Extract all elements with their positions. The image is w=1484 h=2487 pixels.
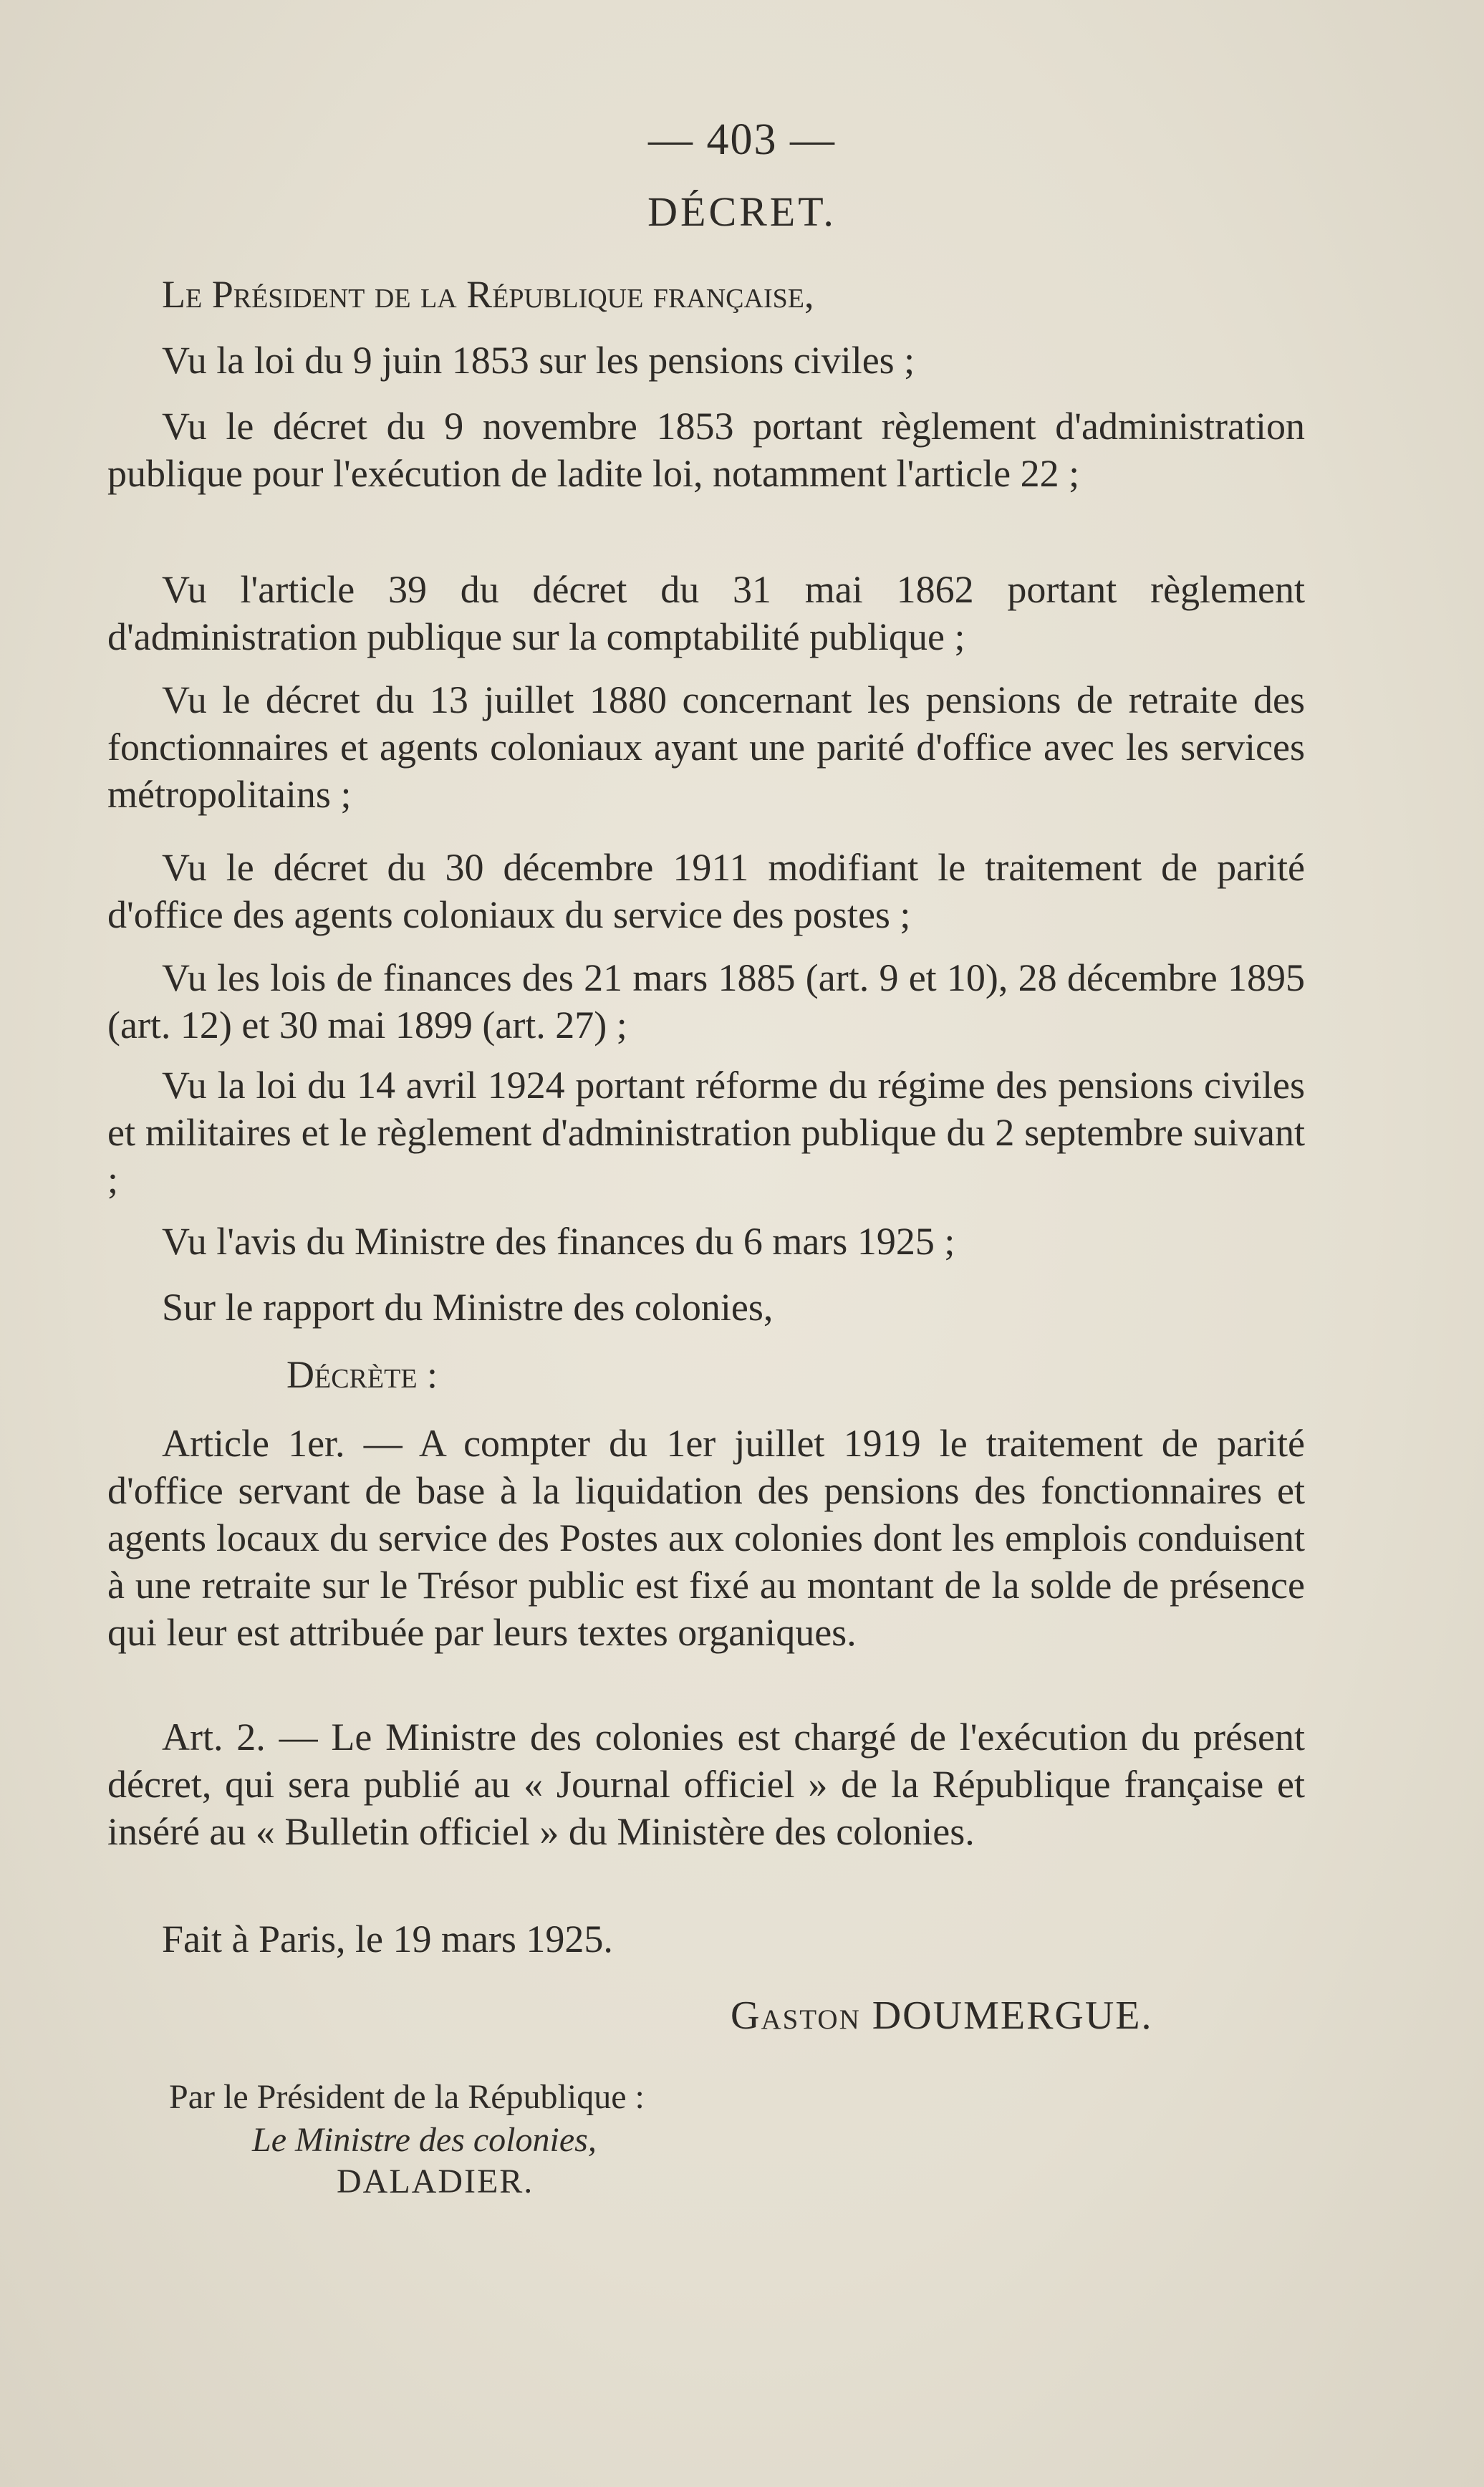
visa-text: Vu la loi du 14 avril 1924 portant réforme du régime des pensions civiles et militaires et le règlement d'administration publique du 2 septembre suivant ; (107, 1064, 1305, 1201)
preamble-text: Le Président de la République française, (162, 273, 814, 316)
visa-text: Vu les lois de finances des 21 mars 1885 (art. 9 et 10), 28 décembre 1895 (art. 12) et 30 mai 1899 (art. 27) ; (107, 956, 1305, 1047)
done-at (107, 1915, 1305, 1963)
visa-text: Vu le décret du 9 novembre 1853 portant règlement d'administration publique pour l'exécution de ladite loi, notamment l'article 22 ; (107, 405, 1305, 495)
visa-text: Vu le décret du 30 décembre 1911 modifiant le traitement de parité d'office des agents coloniaux du service des postes ; (107, 846, 1305, 936)
visa-paragraph (107, 1284, 1305, 1331)
visa-paragraph (107, 337, 1305, 384)
article-text: Art. 2. — Le Ministre des colonies est chargé de l'exécution du présent décret, qui sera publié au « Journal officiel » de la République française et inséré au « Bulletin officiel » du Ministère des colonies. (107, 1716, 1305, 1853)
visa-paragraph (107, 403, 1305, 497)
preamble (107, 271, 1305, 318)
article-1 (107, 1420, 1305, 1656)
countersign-minister-title: Le Ministre des colonies, (252, 2121, 597, 2159)
visa-paragraph (107, 954, 1305, 1049)
done-at-text: Fait à Paris, le 19 mars 1925. (162, 1918, 613, 1961)
visa-text: Vu l'avis du Ministre des finances du 6 mars 1925 ; (162, 1220, 955, 1263)
article-2 (107, 1713, 1305, 1855)
countersign-by-line: Par le Président de la République : (169, 2078, 645, 2116)
page-number: — 403 — (648, 115, 836, 164)
countersign-minister-name: DALADIER. (337, 2163, 534, 2200)
visa-paragraph (107, 844, 1305, 938)
article-text: Article 1er. — A compter du 1er juillet 1919 le traitement de parité d'office servant de base à la liquidation des pensions des fonctionnaires et agents locaux du service des Postes aux colonies dont les emplois conduisent à une retraite sur le Trésor public est fixé au montant de la solde de présence qui leur est attribuée par leurs textes organiques. (107, 1422, 1305, 1654)
document-title: DÉCRET. (647, 188, 837, 235)
visa-paragraph (107, 1218, 1305, 1265)
visa-paragraph (107, 1062, 1305, 1203)
visa-text: Sur le rapport du Ministre des colonies, (162, 1286, 774, 1329)
decrete-heading: Décrète : (286, 1353, 438, 1396)
visa-paragraph (107, 676, 1305, 818)
visa-text: Vu le décret du 13 juillet 1880 concernant les pensions de retraite des fonctionnaires et agents coloniaux ayant une parité d'office avec les services métropolitains ; (107, 678, 1305, 816)
visa-text: Vu la loi du 9 juin 1853 sur les pensions civiles ; (162, 339, 915, 382)
visa-text: Vu l'article 39 du décret du 31 mai 1862 portant règlement d'administration publique sur la comptabilité publique ; (107, 568, 1305, 658)
signatory: Gaston DOUMERGUE. (731, 1993, 1153, 2038)
visa-paragraph (107, 566, 1305, 660)
